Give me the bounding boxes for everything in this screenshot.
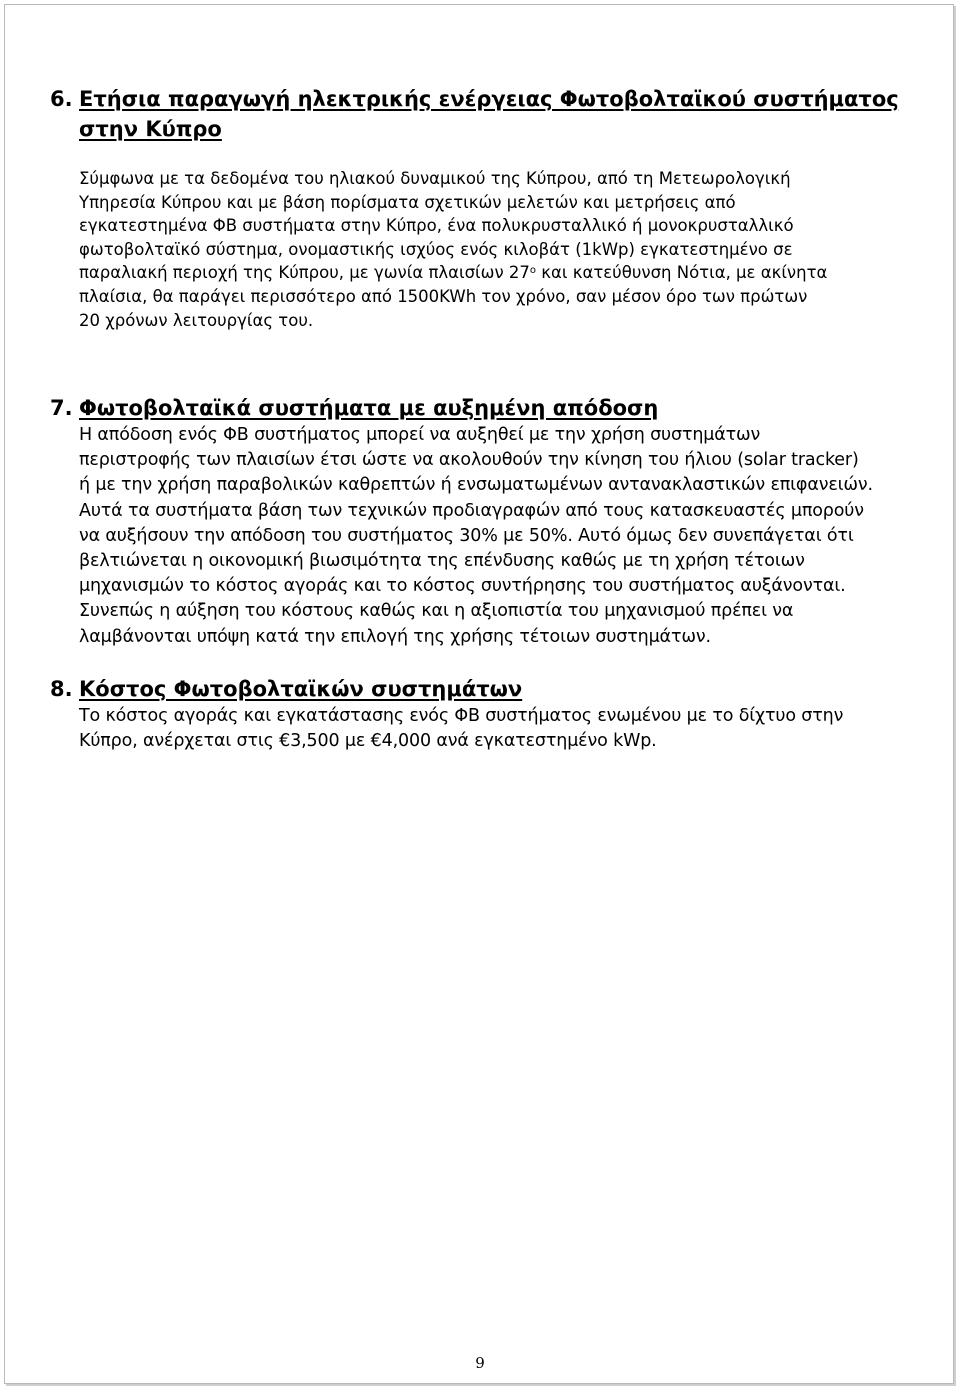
degree-superscript: ο (529, 265, 537, 277)
section-7-paragraph (50, 423, 930, 650)
section-8-heading (50, 674, 930, 704)
section-7-heading (50, 393, 930, 423)
page-number: 9 (475, 1354, 485, 1372)
section-6-line-7: 20 χρόνων λειτουργίας του. (79, 310, 314, 330)
section-7-line-6: βελτιώνεται η οικονομική βιωσιμότητα της επένδυσης καθώς με τη χρήση τέτοιων (79, 551, 805, 572)
section-7-number: 7. (50, 396, 73, 420)
section-6-heading (50, 84, 930, 144)
section-7 (50, 393, 930, 650)
section-7-line-9: λαμβάνονται υπόψη κατά την επιλογή της χρήσης τέτοιων συστημάτων. (79, 626, 711, 647)
section-7-line-7: μηχανισμών το κόστος αγοράς και το κόστος συντήρησης του συστήματος αυξάνονται. (79, 576, 846, 597)
section-6-line-3: εγκατεστημένα ΦΒ συστήματα στην Κύπρο, ένα πολυκρυσταλλικό ή μονοκρυσταλλικό (79, 216, 794, 236)
section-6-line-5-text-end: και κατεύθυνση Νότια, με ακίνητα (536, 263, 828, 283)
section-7-line-2: περιστροφής των πλαισίων έτσι ώστε να ακολουθούν την κίνηση του ήλιου (solar tracker) (79, 450, 859, 471)
section-7-line-1: Η απόδοση ενός ΦΒ συστήματος μπορεί να αυξηθεί με την χρήση συστημάτων (79, 425, 761, 445)
section-6-line-5 (79, 261, 916, 285)
section-6-line-5-text: παραλιακή περιοχή της Κύπρου, με γωνία πλαισίων 27 (79, 263, 530, 283)
section-6-line-6: πλαίσια, θα παράγει περισσότερο από 1500KWh τον χρόνο, σαν μέσον όρο των πρώτων (79, 286, 808, 306)
section-6-number: 6. (50, 87, 73, 111)
section-6-line-4: φωτοβολταϊκό σύστημα, ονομαστικής ισχύος ενός κιλοβάτ (1kWp) εγκατεστημένο σε (79, 239, 793, 259)
section-8-line-1: Το κόστος αγοράς και εγκατάστασης ενός ΦΒ συστήματος ενωμένου με το δίχτυο στην (79, 706, 844, 726)
section-6-line-1: Σύμφωνα με τα δεδομένα του ηλιακού δυναμικού της Κύπρου, από τη Μετεωρολογική (79, 169, 791, 188)
section-6-paragraph (50, 167, 930, 332)
section-6 (50, 84, 930, 332)
section-7-line-4: Αυτά τα συστήματα βάση των τεχνικών προδιαγραφών από τους κατασκευαστές μπορούν (79, 500, 864, 521)
section-7-title: Φωτοβολταϊκά συστήματα με αυξημένη απόδοση (79, 396, 659, 420)
section-8-number: 8. (50, 677, 73, 701)
section-6-title-line-2: στην Κύπρο (79, 117, 222, 141)
section-7-line-8: Συνεπώς η αύξηση του κόστους καθώς και η αξιοπιστία του μηχανισμού πρέπει να (79, 601, 794, 622)
section-8-title: Κόστος Φωτοβολταϊκών συστημάτων (79, 677, 523, 701)
section-7-line-5: να αυξήσουν την απόδοση του συστήματος 30% με 50%. Αυτό όμως δεν συνεπάγεται ότι (79, 525, 854, 546)
section-8-line-2: Κύπρο, ανέρχεται στις €3,500 με €4,000 ανά εγκατεστημένο kWp. (79, 731, 657, 752)
section-6-line-2: Υπηρεσία Κύπρου και με βάση πορίσματα σχετικών μελετών και μετρήσεις από (79, 192, 736, 212)
section-7-line-3: ή με την χρήση παραβολικών καθρεπτών ή ενσωματωμένων αντανακλαστικών επιφανειών. (79, 475, 873, 496)
section-6-title-line-1: Ετήσια παραγωγή ηλεκτρικής ενέργειας Φωτοβολταϊκού συστήματος (79, 87, 899, 111)
section-8 (50, 674, 930, 754)
section-8-paragraph (50, 704, 930, 754)
